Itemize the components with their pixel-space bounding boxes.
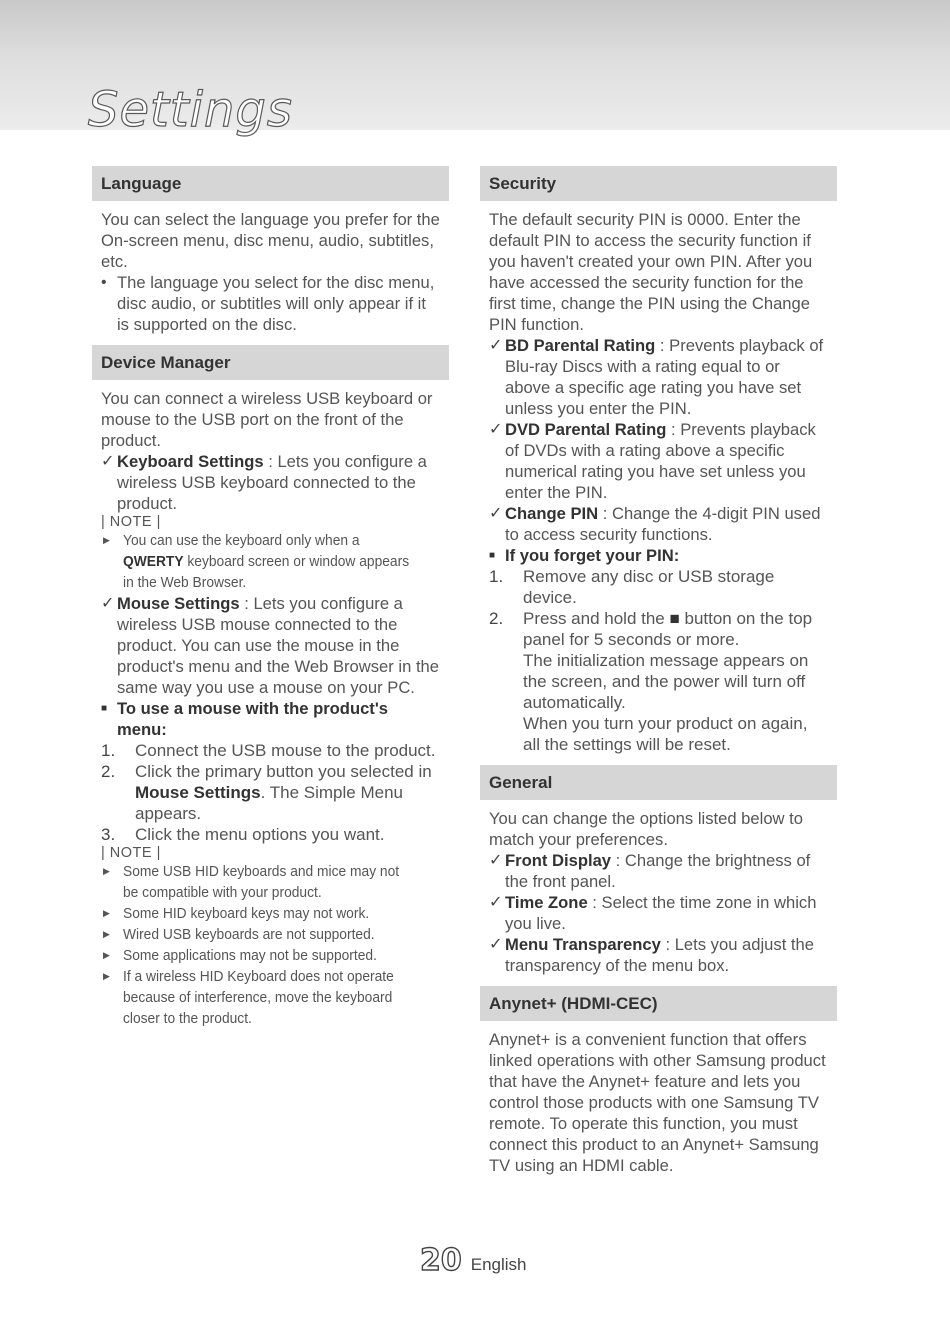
front-display-item: ✓ Front Display : Change the brightness of the front panel. — [489, 851, 811, 891]
general-heading: General — [480, 765, 837, 800]
triangle-icon: ▶ — [103, 950, 110, 960]
language-heading: Language — [92, 166, 449, 201]
pin-step-2: 2. Press and hold the ■ button on the top panel for 5 seconds or more. The initialization message appears on the screen, and the power will turn off automatically. When you turn your product on again, all the settings will be reset. — [489, 609, 813, 754]
step-1: 1. Connect the USB mouse to the product. — [101, 741, 436, 760]
left-column — [92, 166, 449, 1029]
forget-pin-title: ■ If you forget your PIN: — [489, 546, 680, 565]
mouse-settings-item: ✓ Mouse Settings : Lets you configure a wireless USB mouse connected to the product. You can use the mouse in the product's menu and the Web Browser in the same way you use a mouse on your PC. — [101, 594, 440, 697]
step-2: 2. Click the primary button you selected in Mouse Settings. The Simple Menu appears. — [101, 762, 432, 823]
keyboard-settings-label: Keyboard Settings — [117, 452, 264, 471]
page-language: English — [470, 1255, 527, 1274]
device-manager-body: You can connect a wireless USB keyboard or mouse to the USB port on the front of the product. — [101, 389, 433, 450]
note-item: ▶ Some USB HID keyboards and mice may not be compatible with your product. — [103, 863, 400, 901]
check-icon: ✓ — [489, 894, 503, 911]
device-manager-heading: Device Manager — [92, 345, 449, 380]
check-icon: ✓ — [489, 337, 503, 354]
bd-parental-rating-item: ✓ BD Parental Rating : Prevents playback of Blu-ray Discs with a rating equal to or above a specific age rating you have set unless you enter the PIN. — [489, 336, 824, 418]
note-item: ▶ Some applications may not be supported. — [103, 947, 377, 964]
mouse-settings-label: Mouse Settings — [117, 594, 240, 613]
square-bullet-icon: ■ — [101, 703, 108, 714]
anynet-body: Anynet+ is a convenient function that offers linked operations with other Samsung product that have the Anynet+ feature and lets you control those products with one Samsung TV remote. To operate this function, you must connect this product to an Anynet+ Samsung TV using an HDMI cable. — [489, 1030, 826, 1175]
pin-step-1: 1. Remove any disc or USB storage device. — [489, 567, 775, 607]
keyboard-settings-item: ✓ Keyboard Settings : Lets you configure a wireless USB keyboard connected to the product. — [101, 452, 427, 513]
change-pin-item: ✓ Change PIN : Change the 4-digit PIN used to access security functions. — [489, 504, 821, 544]
note-label: | NOTE | — [101, 845, 161, 861]
note-label: | NOTE | — [101, 514, 161, 530]
security-heading: Security — [480, 166, 837, 201]
check-icon: ✓ — [101, 595, 115, 612]
stop-button-icon: ■ — [669, 609, 680, 628]
menu-transparency-item: ✓ Menu Transparency : Lets you adjust the transparency of the menu box. — [489, 935, 814, 975]
general-body: You can change the options listed below to match your preferences. — [489, 809, 803, 849]
procedure-title: ■ To use a mouse with the product's menu: — [101, 699, 389, 739]
triangle-icon: ▶ — [103, 929, 110, 939]
time-zone-item: ✓ Time Zone : Select the time zone in which you live. — [489, 893, 817, 933]
step-3: 3. Click the menu options you want. — [101, 825, 385, 844]
square-bullet-icon: ■ — [489, 550, 496, 561]
security-body: The default security PIN is 0000. Enter the default PIN to access the security function if you haven't created your own PIN. After you have accessed the security function for the first time, change the PIN using the Change PIN function. — [489, 210, 813, 334]
page-title: Settings — [88, 82, 293, 138]
bullet-icon: • — [101, 274, 107, 291]
check-icon: ✓ — [489, 505, 503, 522]
note-item: ▶ You can use the keyboard only when a QWERTY keyboard screen or window appears in the Web Browser. — [103, 532, 410, 591]
page-number: 20 — [420, 1243, 462, 1278]
dvd-parental-rating-item: ✓ DVD Parental Rating : Prevents playback of DVDs with a rating above a specific numerical rating you have set unless you enter the PIN. — [489, 420, 816, 502]
note-item: ▶ Wired USB keyboards are not supported. — [103, 926, 375, 943]
triangle-icon: ▶ — [103, 971, 110, 981]
check-icon: ✓ — [489, 936, 503, 953]
note-item: ▶ Some HID keyboard keys may not work. — [103, 905, 370, 922]
language-body: You can select the language you prefer for the On-screen menu, disc menu, audio, subtitles, etc. — [101, 210, 440, 271]
check-icon: ✓ — [489, 852, 503, 869]
note-item: ▶ If a wireless HID Keyboard does not operate because of interference, move the keyboard closer to the product. — [103, 968, 394, 1027]
page-footer — [420, 1243, 527, 1278]
right-column — [480, 166, 837, 1176]
triangle-icon: ▶ — [103, 866, 110, 876]
anynet-heading: Anynet+ (HDMI-CEC) — [480, 986, 837, 1021]
check-icon: ✓ — [101, 453, 115, 470]
triangle-icon: ▶ — [103, 908, 110, 918]
check-icon: ✓ — [489, 421, 503, 438]
language-bullet: • The language you select for the disc menu, disc audio, or subtitles will only appear if it is supported on the disc. — [101, 273, 435, 334]
triangle-icon: ▶ — [103, 535, 110, 545]
